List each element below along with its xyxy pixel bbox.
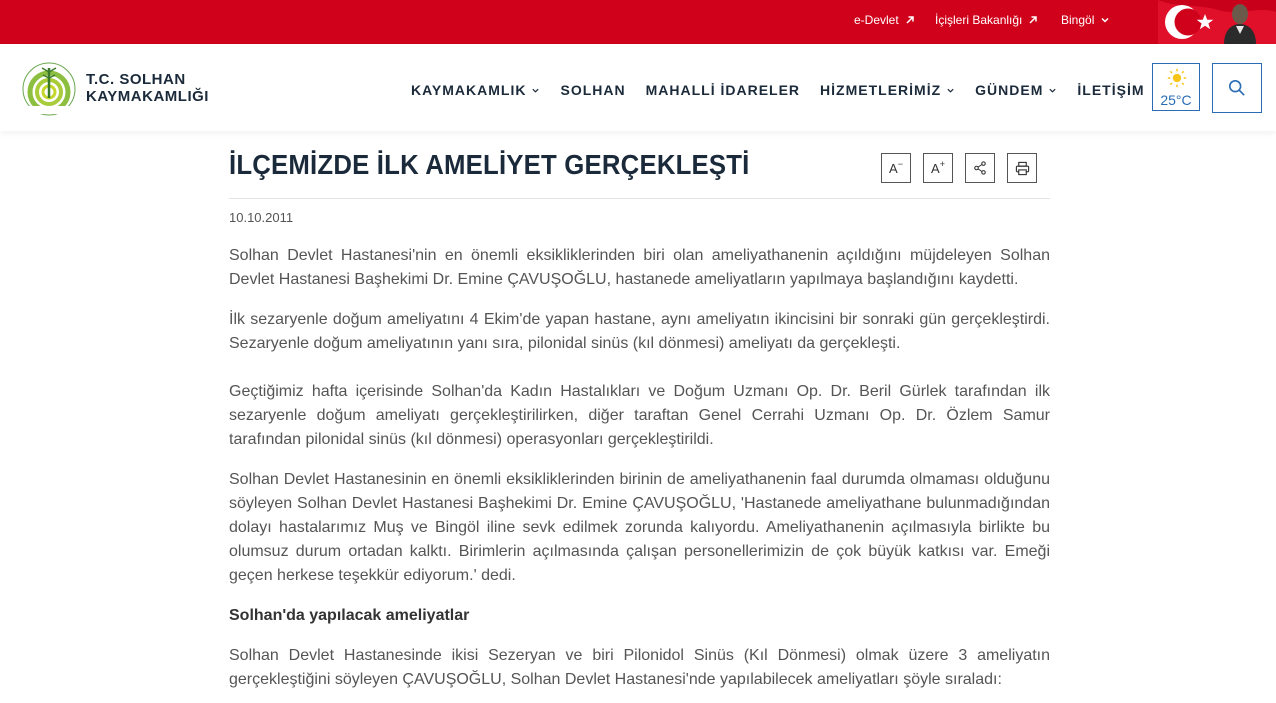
nav-label: MAHALLİ İDARELER bbox=[645, 82, 801, 98]
city-select[interactable] bbox=[1061, 13, 1110, 27]
nav-gundem[interactable] bbox=[975, 82, 1057, 98]
font-increase-button[interactable] bbox=[923, 153, 953, 183]
chevron-down-icon bbox=[946, 86, 955, 95]
nav-label: HİZMETLERİMİZ bbox=[820, 82, 942, 98]
share-button[interactable] bbox=[965, 153, 995, 183]
nav-kaymakamlik[interactable] bbox=[411, 82, 540, 98]
external-link-icon bbox=[1028, 15, 1038, 25]
paragraph: Solhan Devlet Hastanesi'nin en önemli eksikliklerinden biri olan ameliyathanenin açıldığını müjdeleyen Solhan Devlet Hastanesi Başhekimi Dr. Emine ÇAVUŞOĞLU, hastanede ameliyatların yapılmaya başlandığını kaydetti. bbox=[229, 247, 1050, 288]
icisleri-link[interactable] bbox=[935, 13, 1038, 27]
article-subheading: Solhan'da yapılacak ameliyatlar bbox=[229, 607, 470, 624]
chevron-down-icon bbox=[1048, 86, 1057, 95]
nav-iletisim[interactable] bbox=[1077, 82, 1144, 98]
article-title: İLÇEMİZDE İLK AMELİYET GERÇEKLEŞTİ bbox=[229, 149, 750, 180]
nav-solhan[interactable] bbox=[560, 82, 625, 98]
logo[interactable] bbox=[22, 58, 76, 118]
print-button[interactable] bbox=[1007, 153, 1037, 183]
paragraph: Solhan Devlet Hastanesinde ikisi Sezeryan ve biri Pilonidol Sinüs (Kıl Dönmesi) olmak üzere 3 ameliyatın gerçekleştiğini söyleyen ÇAVUŞOĞLU, Solhan Devlet Hastanesi'nde yapılabilecek ameliyatları şöyle sıraladı: bbox=[229, 647, 1050, 688]
site-header bbox=[0, 44, 1276, 131]
city-label: Bingöl bbox=[1061, 13, 1095, 27]
paragraph: Solhan Devlet Hastanesinin en önemli eksikliklerinden birinin de ameliyathanenin faal durumda olmaması olduğunu söyleyen Solhan Devlet Hastanesi Başhekimi Dr. Emine ÇAVUŞOĞLU, 'Hastanede ameliyathane bulunmadığından dolayı hastalarımız Muş ve Bingöl iline sevk edilmek zorunda kalıyordu. Ameliyathanenin açılmasıyla birlikte bu olumsuz durum ortadan kalktı. Birimlerin açılmasında çalışan personellerimizin de çok büyük katkısı var. Emeği geçen herkese teşekkür ediyorum.' dedi. bbox=[229, 471, 1050, 584]
plus-icon: + bbox=[939, 159, 945, 169]
paragraph: Geçtiğimiz hafta içerisinde Solhan'da Kadın Hastalıkları ve Doğum Uzmanı Op. Dr. Beril Gürlek tarafından ilk sezaryenle doğum ameliyatı gerçekleştirilirken, diğer taraftan Genel Cerrahi Uzmanı Op. Dr. Özlem Samur tarafından pilonidal sinüs (kıl dönmesi) operasyonları gerçekleştirildi. bbox=[229, 383, 1050, 448]
sun-icon bbox=[1167, 68, 1187, 88]
search-icon bbox=[1228, 79, 1246, 97]
nav-label: SOLHAN bbox=[560, 82, 626, 98]
article-date: 10.10.2011 bbox=[229, 210, 294, 225]
flag-icon bbox=[1158, 0, 1276, 44]
search-button[interactable] bbox=[1212, 63, 1262, 113]
temperature: 25°C bbox=[1160, 92, 1192, 108]
main-nav bbox=[411, 82, 1165, 98]
nav-hizmetlerimiz[interactable] bbox=[820, 82, 955, 98]
chevron-down-icon bbox=[1100, 15, 1110, 25]
weather-widget[interactable] bbox=[1152, 63, 1200, 111]
minus-icon: − bbox=[897, 159, 903, 169]
title-divider bbox=[229, 198, 1050, 199]
top-bar bbox=[0, 0, 1276, 44]
e-devlet-label: e-Devlet bbox=[854, 13, 899, 27]
font-increase-label: A bbox=[931, 160, 940, 176]
nav-label: KAYMAKAMLIK bbox=[411, 82, 527, 98]
chevron-down-icon bbox=[531, 86, 540, 95]
brand-line-2: KAYMAKAMLIĞI bbox=[86, 88, 209, 105]
e-devlet-link[interactable] bbox=[854, 13, 915, 27]
nav-label: İLETİŞİM bbox=[1077, 82, 1145, 98]
font-decrease-label: A bbox=[889, 160, 898, 176]
external-link-icon bbox=[905, 15, 915, 25]
article-tools bbox=[881, 153, 1049, 183]
paragraph: İlk sezaryenle doğum ameliyatını 4 Ekim'de yapan hastane, aynı ameliyatın ikincisini bir sonraki gün gerçekleştirdi. Sezaryenle doğum ameliyatının yanı sıra, pilonidal sinüs (kıl dönmesi) ameliyatı da gerçekleşti. bbox=[229, 311, 1050, 352]
nav-mahalli-idareler[interactable] bbox=[646, 82, 800, 98]
print-icon bbox=[1015, 161, 1030, 176]
brand-line-1: T.C. SOLHAN bbox=[86, 71, 186, 88]
brand-name[interactable] bbox=[86, 71, 209, 105]
font-decrease-button[interactable] bbox=[881, 153, 911, 183]
share-icon bbox=[973, 161, 987, 175]
nav-label: GÜNDEM bbox=[975, 82, 1044, 98]
icisleri-label: İçişleri Bakanlığı bbox=[935, 13, 1023, 27]
article-body bbox=[229, 244, 1050, 692]
